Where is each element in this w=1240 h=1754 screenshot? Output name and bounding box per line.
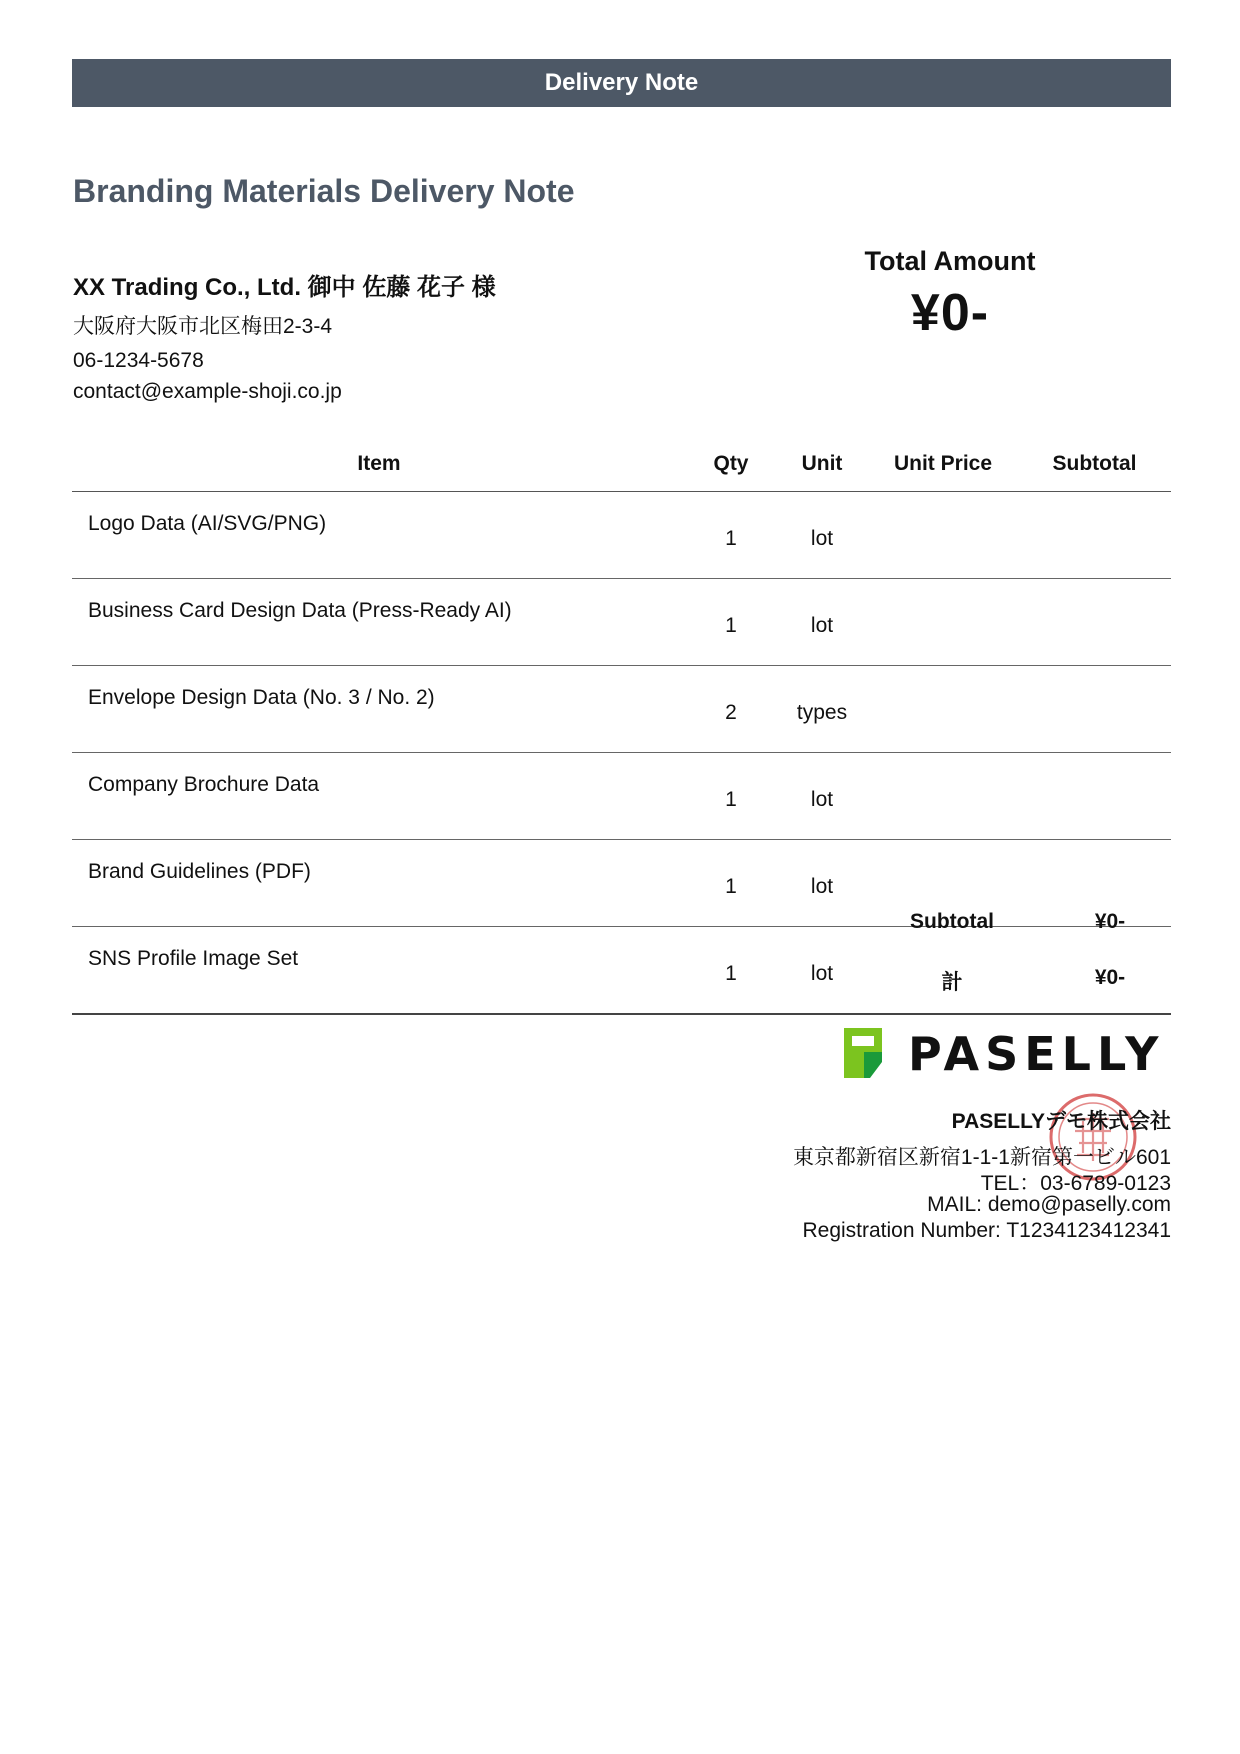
table-row: [72, 492, 1171, 579]
table-row: [72, 927, 1171, 1015]
header-subtotal: Subtotal: [1018, 436, 1171, 492]
row-unit: lot: [776, 579, 868, 666]
table-row: [72, 666, 1171, 753]
row-unit-price: [868, 753, 1018, 840]
row-unit: lot: [776, 927, 868, 1015]
header-unit: Unit: [776, 436, 868, 492]
row-qty: 1: [686, 840, 776, 927]
row-item: Logo Data (AI/SVG/PNG): [72, 492, 686, 579]
client-address: 大阪府大阪市北区梅田2-3-4: [73, 315, 333, 338]
row-qty: 2: [686, 666, 776, 753]
row-unit: types: [776, 666, 868, 753]
banner-title: Delivery Note: [544, 69, 699, 96]
issuer-tel: TEL：03-6789-0123: [980, 1172, 1171, 1195]
row-subtotal: [1018, 579, 1171, 666]
row-item: Brand Guidelines (PDF): [72, 840, 686, 927]
paselly-logo: [838, 1022, 1172, 1089]
summary-subtotal-value: ¥0-: [1094, 910, 1126, 933]
client-name: XX Trading Co., Ltd. 御中 佐藤 花子 様: [73, 274, 496, 301]
row-subtotal: [1018, 666, 1171, 753]
row-unit: lot: [776, 840, 868, 927]
row-subtotal: [1018, 753, 1171, 840]
header-unit-price: Unit Price: [868, 436, 1018, 492]
row-unit: lot: [776, 753, 868, 840]
row-unit-price: [868, 666, 1018, 753]
summary-total-value: ¥0-: [1094, 966, 1126, 989]
svg-text:PASELLY: PASELLY: [908, 1027, 1165, 1081]
table-row: [72, 840, 1171, 927]
total-amount-label: Total Amount: [864, 246, 1036, 276]
row-subtotal: [1018, 492, 1171, 579]
client-email: contact@example-shoji.co.jp: [73, 380, 342, 403]
client-phone: 06-1234-5678: [73, 349, 204, 372]
row-unit-price: [868, 492, 1018, 579]
issuer-mail: MAIL: demo@paselly.com: [927, 1193, 1171, 1216]
issuer-address: 東京都新宿区新宿1-1-1新宿第一ビル601: [792, 1146, 1171, 1169]
table-header-row: [72, 436, 1171, 492]
row-item: Business Card Design Data (Press-Ready AI): [72, 579, 686, 666]
table-row: [72, 753, 1171, 840]
row-qty: 1: [686, 927, 776, 1015]
header-banner: [72, 59, 1171, 107]
issuer-registration: Registration Number: T1234123412341: [802, 1219, 1171, 1242]
items-table: [72, 436, 1171, 1015]
total-amount-box: [820, 246, 1080, 343]
summary-subtotal-label: Subtotal: [910, 910, 994, 933]
issuer-company-name: PASELLYデモ株式会社: [951, 1110, 1171, 1133]
header-qty: Qty: [686, 436, 776, 492]
header-item: Item: [72, 436, 686, 492]
row-qty: 1: [686, 579, 776, 666]
row-unit-price: [868, 579, 1018, 666]
row-qty: 1: [686, 753, 776, 840]
row-qty: 1: [686, 492, 776, 579]
row-unit: lot: [776, 492, 868, 579]
row-item: SNS Profile Image Set: [72, 927, 686, 1015]
row-item: Company Brochure Data: [72, 753, 686, 840]
total-amount-value: ¥0-: [910, 284, 990, 342]
row-item: Envelope Design Data (No. 3 / No. 2): [72, 666, 686, 753]
summary-total-label: 計: [941, 971, 963, 994]
document-title: Branding Materials Delivery Note: [73, 173, 575, 209]
table-row: [72, 579, 1171, 666]
